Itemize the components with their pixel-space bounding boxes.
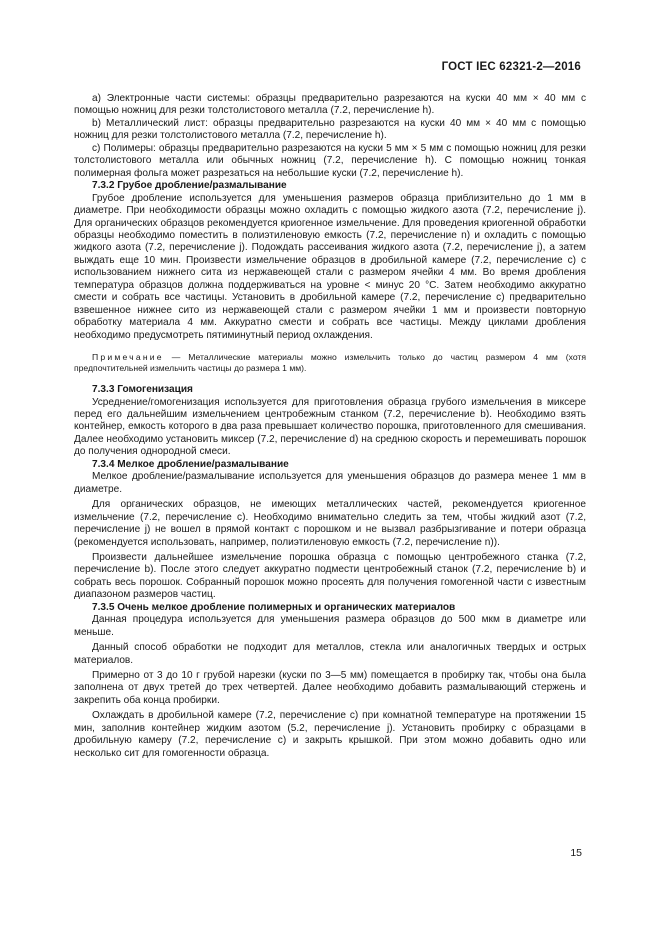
section-heading-7-3-2: 7.3.2 Грубое дробление/размалывание — [92, 180, 287, 192]
paragraph-7-3-4-3: Произвести дальнейшее измельчение порошка образца с помощью центробежного станка (7.2, перечисление b). После этого следует аккуратно подмести центробежный станок (7.2, перечисление b) и собрать весь порошок. Собранный порошок можно просеять для получения гомогенной части с известным диапазоном размеров частиц. — [74, 551, 586, 601]
paragraph-7-3-5-4: Охлаждать в дробильной камере (7.2, перечисление c) при комнатной температуре на протяжении 15 мин, заполнив контейнер жидким азотом (5.2, перечисление j). Установить пробирку с образцами в дробильную камеру (7.2, перечисление c) и закрыть крышкой. При этом можно добавить одно или несколько сит для гомогенности образца. — [74, 710, 586, 759]
paragraph-7-3-5-1: Данная процедура используется для уменьшения размера образцов до 500 мкм в диаметре или меньше. — [74, 614, 586, 638]
note — [74, 352, 586, 374]
section-heading-7-3-5: 7.3.5 Очень мелкое дробление полимерных и органических материалов — [92, 601, 456, 613]
note-label: Примечание — [92, 352, 164, 363]
paragraph-7-3-3: Усреднение/гомогенизация используется для приготовления образца грубого измельчения в миксере перед его дальнейшим измельчением центробежным станком (7.2, перечисление b). Необходимо взять контейнер, емкость которого в два раза превышает количество порошка, приготовленного для смешивания. Далее необходимо установить миксер (7.2, перечисление d) на среднюю скорость и перемешивать порошок до получения однородной смеси. — [74, 396, 586, 458]
paragraph-7-3-5-2: Данный способ обработки не подходит для металлов, стекла или аналогичных твердых и острых материалов. — [74, 642, 586, 666]
note-text: — Металлические материалы можно измельчить только до частиц размером 4 мм (хотя предпочтительней измельчить частицы до размера 1 мм). — [74, 352, 586, 374]
list-item-a: a) Электронные части системы: образцы предварительно разрезаются на куски 40 мм × 40 мм с помощью ножниц для резки толстолистового металла (7.2, перечисление h). — [74, 93, 586, 117]
list-item-b: b) Металлический лист: образцы предварительно разрезаются на куски 40 мм × 40 мм с помощью ножниц для резки толстолистового металла (7.2, перечисление h). — [74, 117, 586, 142]
page-number: 15 — [570, 847, 582, 859]
paragraph-7-3-2: Грубое дробление используется для уменьшения размеров образца приблизительно до 1 мм в диаметре. При необходимости образцы можно охладить с помощью жидкого азота (7.2, перечисление j). Для органических образцов рекомендуется криогенное измельчение. Для проведения криогенной обработки образцы необходимо поместить в полиэтиленовую емкость (7.2, перечисление n) и охладить с помощью жидкого азота (7.2, перечисление j). Подождать рассеивания жидкого азота (7.2, перечисление j), а затем выждать еще 10 мин. Произвести измельчение образцов в дробильной камере (7.2, перечисление c) с использованием нижнего сита из нержавеющей стали с размером ячейки 4 мм. Во время дробления температура образцов должна поддерживаться на уровне < минус 20 °C. Затем необходимо аккуратно смести и собрать все частицы. Установить в дробильной камере (7.2, перечисление c) предварительно взвешенное нижнее сито из нержавеющей стали с размером ячейки 1 мм и произвести повторную обработку материала 4 мм. Аккуратно смести и собрать все частицы. Между циклами дробления необходимо предусмотреть пятиминутный период охлаждения. — [74, 192, 586, 341]
section-heading-7-3-4: 7.3.4 Мелкое дробление/размалывание — [92, 458, 289, 470]
list-item-c: c) Полимеры: образцы предварительно разрезаются на куски 5 мм × 5 мм с помощью ножниц для резки толстолистового металла или обычных ножниц (7.2, перечисление h). С помощью ножниц тонкая полимерная фольга может разрезаться на небольшие куски (7.2, перечисление h). — [74, 142, 586, 179]
paragraph-7-3-5-3: Примерно от 3 до 10 г грубой нарезки (куски по 3—5 мм) помещается в пробирку так, чтобы она была заполнена от двух третей до трех четвертей. Далее необходимо добавить размалывающий стержень и закрепить оба конца пробирки. — [74, 670, 586, 706]
section-heading-7-3-3: 7.3.3 Гомогенизация — [92, 384, 193, 396]
paragraph-7-3-4-2: Для органических образцов, не имеющих металлических частей, рекомендуется криогенное измельчение (7.2, перечисление c). Необходимо внимательно следить за тем, чтобы жидкий азот (7.2, перечисление j) не вошел в прямой контакт с порошком и не вызвал разбрызгивание и потери образца (рекомендуется использовать, например, полиэтиленовую емкость (7.2, перечисление n)). — [74, 499, 586, 548]
paragraph-7-3-4-1: Мелкое дробление/размалывание используется для уменьшения образцов до размера менее 1 мм в диаметре. — [74, 471, 586, 495]
document-header: ГОСТ IEC 62321-2—2016 — [441, 61, 581, 73]
page-body — [74, 93, 586, 760]
